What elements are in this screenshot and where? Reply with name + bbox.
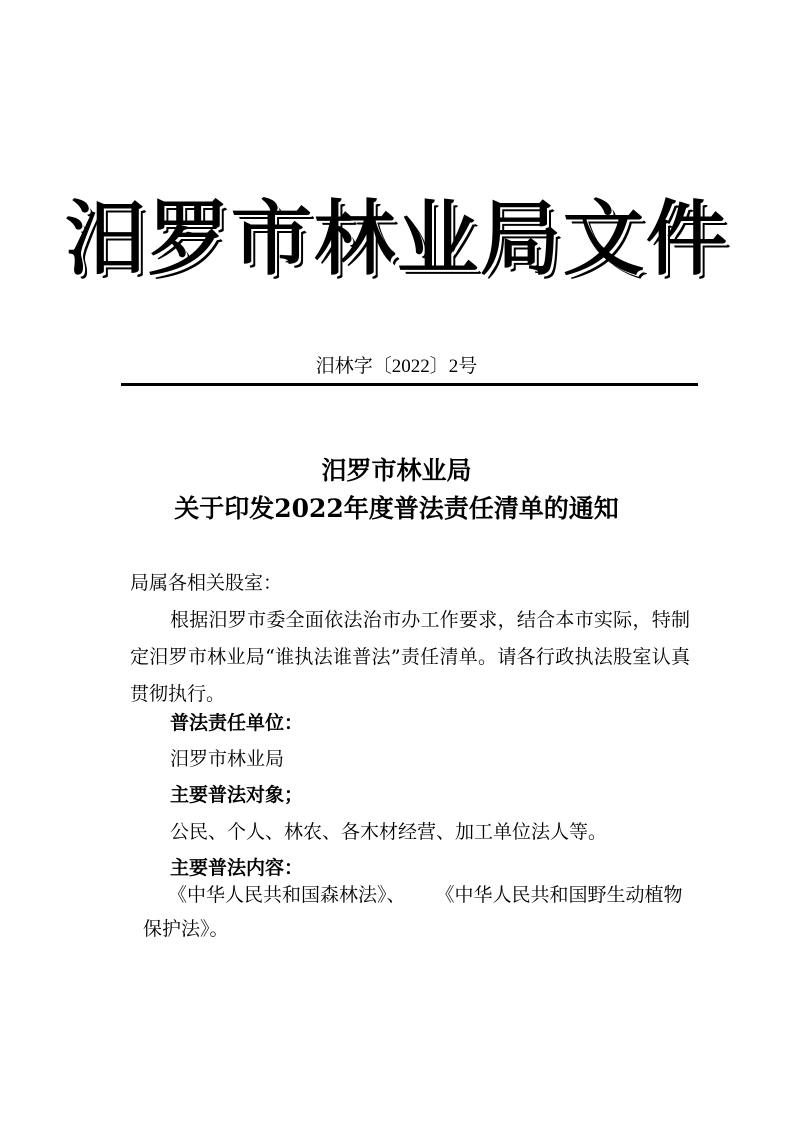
masthead-title: 汨罗市林业局文件 [64, 192, 729, 287]
notice-title-line1: 汨罗市林业局 [321, 456, 472, 485]
law-wildlife-part1: 《中华人民共和国野生动植物 [435, 884, 683, 906]
law-wildlife-part2: 保护法》。 [143, 918, 229, 940]
notice-title-line2: 关于印发2022年度普法责任清单的通知 [174, 494, 619, 523]
law-forest: 《中华人民共和国森林法》、 [168, 884, 406, 906]
object-value: 公民、个人、林农、各木材经营、加工单位法人等。 [170, 821, 608, 843]
unit-heading: 普法责任单位： [170, 712, 304, 734]
document-number: 汨林字〔2022〕2号 [315, 356, 478, 377]
salutation: 局属各相关股室： [130, 572, 283, 594]
content-laws-line [168, 878, 698, 912]
unit-value: 汨罗市林业局 [170, 748, 285, 770]
content-heading: 主要普法内容： [170, 857, 304, 879]
body-paragraph: 根据汨罗市委全面依法治市办工作要求，结合本市实际，特制定汨罗市林业局“谁执法谁普法”责任清单。请各行政执法股室认真贯彻执行。 [130, 609, 690, 705]
object-heading: 主要普法对象； [170, 784, 304, 806]
red-header-divider [121, 383, 698, 386]
